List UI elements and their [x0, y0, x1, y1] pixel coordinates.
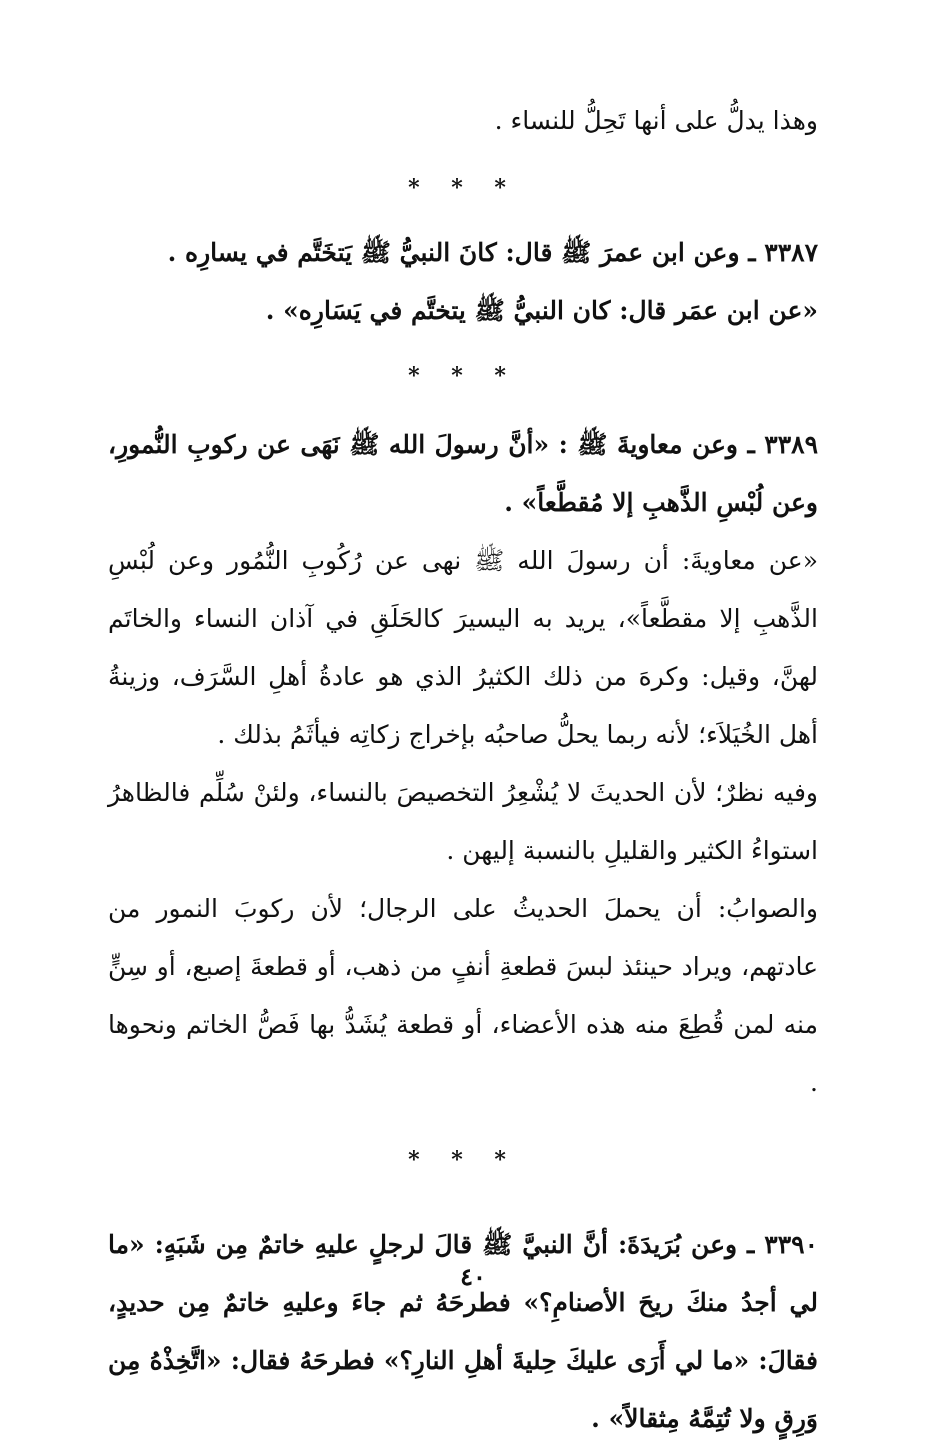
hadith-3389-commentary: «عن معاويةَ: أن رسولَ الله ﷺ نهى عن رُكُوبِ النُّمُور وعن لُبْسِ الذَّهبِ إلا مقطَّعاً»، يريد به اليسيرَ كالحَلَقِ في آذان النساء والخاتَم لهنَّ، وقيل: وكرهَ من ذلك الكثيرُ الذي هو عادةُ أهلِ السَّرَف، وزينةُ أهل الخُيَلاَء؛ لأنه ربما يحلُّ صاحبُه بإخراج زكاتِه فيأثَمُ بذلك . — [108, 546, 818, 749]
hadith-3387-commentary-quote: «عن ابن عمَر قال: كان النبيُّ ﷺ يتختَّم في يَسَارِه» . — [265, 296, 818, 325]
commentary-paragraph: والصوابُ: أن يحملَ الحديثُ على الرجال؛ لأن ركوبَ النمور من عادتهم، ويراد حينئذ لبسَ قطعةِ أنفٍ من ذهب، أو قطعةَ إصبع، أو سِنٍّ منه لمن قُطِعَ منه هذه الأعضاء، أو قطعة يُشَدُّ بها فَصُّ الخاتم ونحوها . — [108, 894, 818, 1097]
page-number: ٤٠ — [460, 1262, 486, 1291]
opening-line: وهذا يدلُّ على أنها تَحِلُّ للنساء . — [494, 106, 818, 135]
hadith-3387: ٣٣٨٧ ـ وعن ابن عمرَ ﷺ قال: كانَ النبيُّ ﷺ يَتخَتَّم في يسارِه . — [167, 238, 818, 267]
commentary-paragraph: وفيه نظرٌ؛ لأن الحديثَ لا يُشْعِرُ التخصيصَ بالنساء، ولئنْ سُلِّم فالظاهرُ استواءُ الكثير والقليلِ بالنسبة إليهن . — [108, 778, 818, 865]
hadith-3389: ٣٣٨٩ ـ وعن معاويةَ ﷺ : «أنَّ رسولَ الله ﷺ نَهَى عن ركوبِ النُّمورِ، وعن لُبْسِ الذَّهبِ إلا مُقطَّعاً» . — [108, 430, 818, 517]
section-separator: * * * — [408, 175, 518, 201]
section-separator: * * * — [408, 363, 518, 389]
hadith-3390: ٣٣٩٠ ـ وعن بُرَيدَةَ: أنَّ النبيَّ ﷺ قالَ لرجلٍ عليهِ خاتمٌ مِن شَبَهٍ: «ما لي أجدُ منكَ ريحَ الأصنامِ؟» فطرحَهُ ثم جاءَ وعليهِ خاتمٌ مِن حديدٍ، فقالَ: «ما لي أَرَى عليكَ حِليةَ أهلِ النارِ؟» فطرحَهُ فقال: «اتَّخِذْهُ مِن وَرِقٍ ولا تُتِمَّهُ مِثقالاً» . — [108, 1230, 818, 1433]
section-separator: * * * — [408, 1147, 518, 1173]
